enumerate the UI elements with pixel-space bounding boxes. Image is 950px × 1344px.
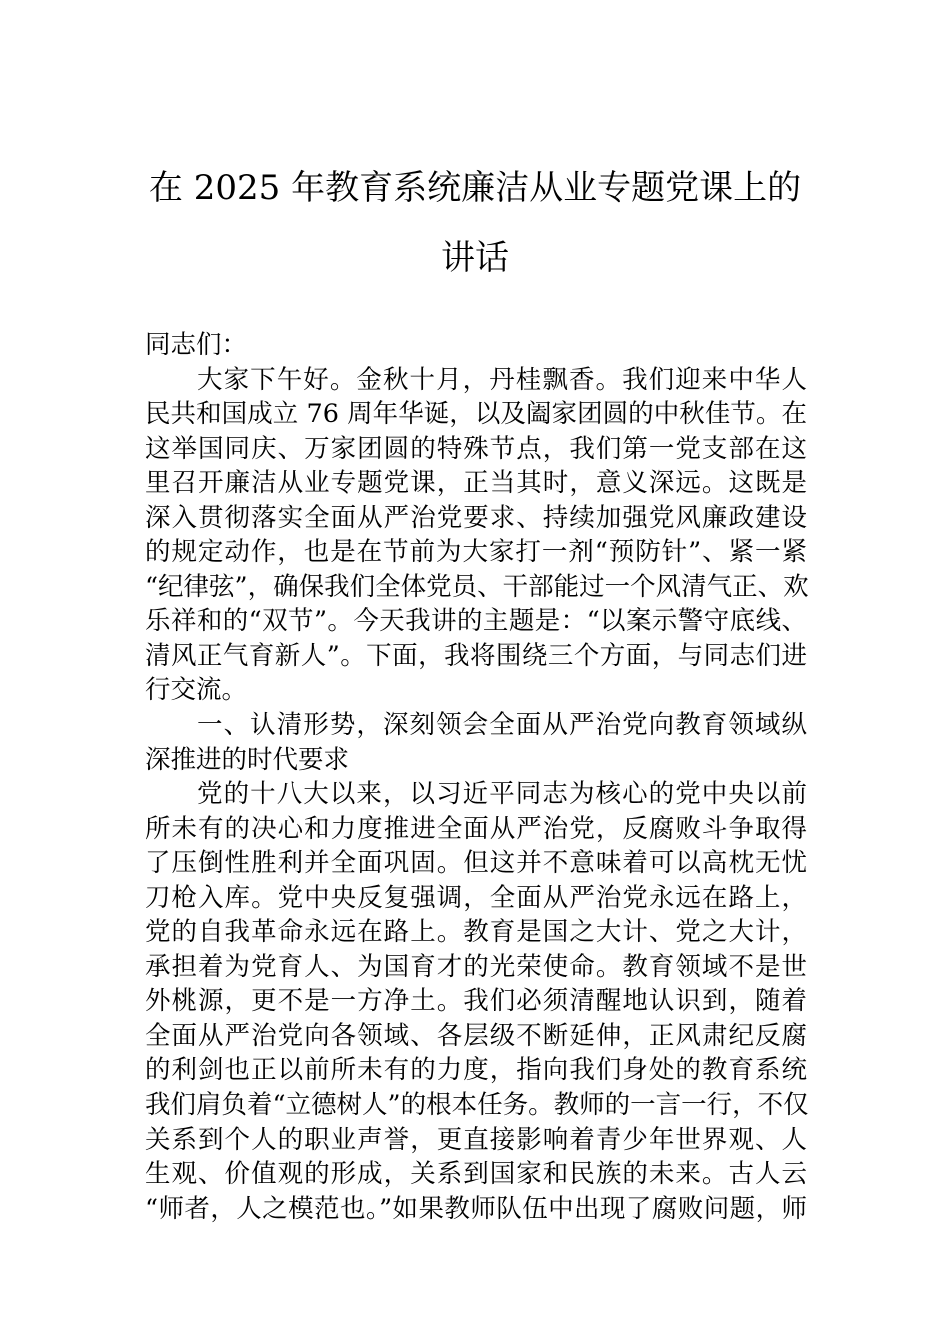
text-line: 全面从严治党向各领域、各层级不断延伸，正风肃纪反腐 bbox=[145, 1020, 807, 1051]
document-title-line-2: 讲话 bbox=[441, 238, 509, 278]
text-line: 外桃源，更不是一方净土。我们必须清醒地认识到，随着 bbox=[145, 986, 807, 1017]
text-line: 刀枪入库。党中央反复强调，全面从严治党永远在路上， bbox=[145, 882, 807, 913]
text-line: 民共和国成立 76 周年华诞，以及阖家团圆的中秋佳节。在 bbox=[145, 399, 807, 430]
text-line: 承担着为党育人、为国育才的光荣使命。教育领域不是世 bbox=[145, 951, 807, 982]
text-line: 乐祥和的“双节”。今天我讲的主题是：“以案示警守底线、 bbox=[145, 606, 807, 637]
salutation: 同志们： bbox=[145, 330, 248, 360]
text-line: 这举国同庆、万家团圆的特殊节点，我们第一党支部在这 bbox=[145, 433, 807, 464]
text-line: 行交流。 bbox=[145, 675, 248, 706]
document-title-line-1: 在 2025 年教育系统廉洁从业专题党课上的 bbox=[148, 168, 802, 208]
text-line: 清风正气育新人”。下面，我将围绕三个方面，与同志们进 bbox=[145, 640, 807, 671]
text-line: 我们肩负着“立德树人”的根本任务。教师的一言一行，不仅 bbox=[145, 1090, 809, 1121]
text-line: 生观、价值观的形成，关系到国家和民族的未来。古人云 bbox=[145, 1159, 807, 1190]
section-heading: 深推进的时代要求 bbox=[145, 744, 350, 775]
text-line: 里召开廉洁从业专题党课，正当其时，意义深远。这既是 bbox=[145, 468, 807, 499]
text-line: “纪律弦”，确保我们全体党员、干部能过一个风清气正、欢 bbox=[145, 571, 809, 602]
text-line: “师者，人之模范也。”如果教师队伍中出现了腐败问题，师 bbox=[145, 1193, 807, 1224]
text-line: 了压倒性胜利并全面巩固。但这并不意味着可以高枕无忧 bbox=[145, 848, 807, 879]
document-body bbox=[145, 328, 807, 1226]
text-line: 深入贯彻落实全面从严治党要求、持续加强党风廉政建设 bbox=[145, 502, 807, 533]
text-line: 党的自我革命永远在路上。教育是国之大计、党之大计， bbox=[145, 917, 807, 948]
text-line: 关系到个人的职业声誉，更直接影响着青少年世界观、人 bbox=[145, 1124, 807, 1155]
text-line: 所未有的决心和力度推进全面从严治党，反腐败斗争取得 bbox=[145, 813, 807, 844]
text-line: 的规定动作，也是在节前为大家打一剂“预防针”、紧一紧 bbox=[145, 537, 807, 568]
text-line: 党的十八大以来，以习近平同志为核心的党中央以前 bbox=[197, 779, 807, 810]
text-line: 的利剑也正以前所未有的力度，指向我们身处的教育系统 bbox=[145, 1055, 807, 1086]
section-heading: 一、认清形势，深刻领会全面从严治党向教育领域纵 bbox=[197, 710, 807, 741]
text-line: 大家下午好。金秋十月，丹桂飘香。我们迎来中华人 bbox=[197, 364, 807, 395]
